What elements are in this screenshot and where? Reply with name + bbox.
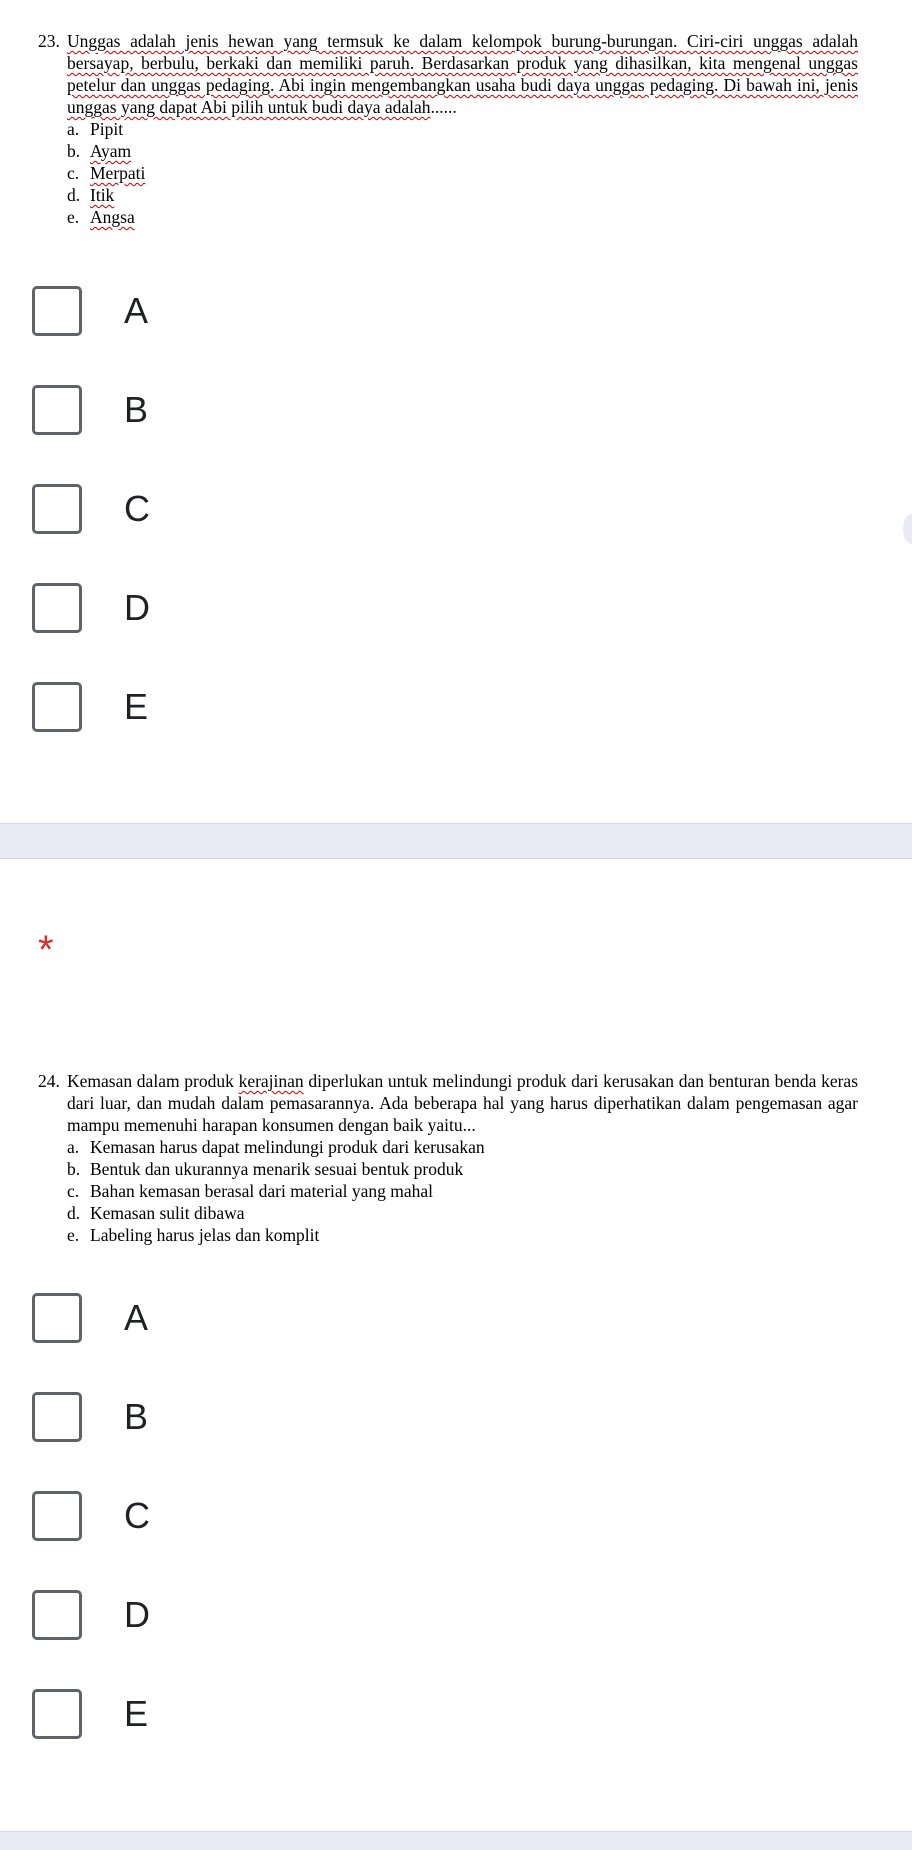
question-24-text [38, 1070, 858, 1246]
choice-label: C [124, 1495, 150, 1536]
question-23-choice-c[interactable] [32, 479, 150, 539]
option-text: Pipit [90, 119, 124, 139]
checkbox[interactable] [32, 1293, 82, 1343]
checkbox[interactable] [32, 1590, 82, 1640]
option-text: Itik [90, 185, 115, 205]
question-24-choice-c[interactable] [32, 1486, 150, 1546]
option-letter: a. [67, 1137, 80, 1157]
question-23-stem-part: Unggas adalah jenis hewan yang termsuk ke dalam kelompok burung-burungan. Ciri-ciri unggas adalah bersayap, berbulu, berkaki dan memiliki paruh. Berdasarkan produk yang dihasilkan, kita mengenal unggas petelur dan unggas pedaging. Abi ingin mengembangkan usaha budi daya unggas pedaging. Di bawah ini, jenis unggas yang dapat Abi pilih untuk budi daya adalah [67, 31, 858, 117]
option-text: Ayam [90, 141, 132, 161]
question-24-stem-part: Kemasan dalam produk [67, 1071, 239, 1091]
question-23-stem-part: ...... [430, 97, 457, 117]
option-text: Bentuk dan ukurannya menarik sesuai bentuk produk [90, 1159, 464, 1179]
checkbox[interactable] [32, 583, 82, 633]
option-text: Angsa [90, 207, 135, 227]
question-24-stem-part: diperlukan untuk melindungi produk dari kerusakan dan benturan benda keras dari luar, dan mudah dalam pemasarannya. Ada beberapa hal yang harus diperhatikan dalam pengemasan agar mampu memenuhi harapan konsumen dengan baik yaitu... [67, 1071, 859, 1135]
question-24-option-d [38, 1202, 858, 1224]
question-24-option-a [38, 1136, 858, 1158]
question-23-option-e [38, 206, 858, 228]
choice-label: E [124, 1693, 149, 1734]
question-24-number: 24. [38, 1071, 60, 1091]
checkbox[interactable] [32, 286, 82, 336]
question-23-option-d [38, 184, 858, 206]
option-letter: e. [67, 1225, 80, 1245]
choice-label: B [124, 1396, 149, 1437]
question-24-body [67, 1070, 858, 1136]
checkbox[interactable] [32, 682, 82, 732]
option-letter: d. [67, 1203, 81, 1223]
option-text: Merpati [90, 163, 146, 183]
question-23-choice-a[interactable] [32, 281, 148, 341]
question-24-option-b [38, 1158, 858, 1180]
option-text: Labeling harus jelas dan komplit [90, 1225, 320, 1245]
choice-label: A [124, 1297, 149, 1338]
question-23-text [38, 30, 858, 228]
scroll-edge-handle [903, 514, 912, 544]
checkbox[interactable] [32, 1392, 82, 1442]
question-23-option-a [38, 118, 858, 140]
question-23-options [38, 118, 858, 228]
option-letter: d. [67, 185, 81, 205]
option-letter: a. [67, 119, 80, 139]
question-23-body [67, 30, 858, 118]
checkbox[interactable] [32, 484, 82, 534]
option-text: Kemasan sulit dibawa [90, 1203, 245, 1223]
question-24-option-e [38, 1224, 858, 1246]
section-divider-bottom [0, 1831, 912, 1850]
checkbox[interactable] [32, 1491, 82, 1541]
checkbox[interactable] [32, 1689, 82, 1739]
section-divider [0, 823, 912, 859]
choice-label: D [124, 1594, 150, 1635]
question-24-options [38, 1136, 858, 1246]
option-letter: b. [67, 1159, 81, 1179]
question-24-choice-d[interactable] [32, 1585, 150, 1645]
question-23-option-b [38, 140, 858, 162]
question-24-option-c [38, 1180, 858, 1202]
question-23-stem [38, 30, 858, 118]
question-23-choice-b[interactable] [32, 380, 148, 440]
option-letter: b. [67, 141, 81, 161]
question-23-choice-e[interactable] [32, 677, 148, 737]
choice-label: B [124, 389, 149, 430]
required-asterisk-icon: * [38, 928, 54, 972]
question-24-choice-b[interactable] [32, 1387, 148, 1447]
choice-label: C [124, 488, 150, 529]
choice-label: D [124, 587, 150, 628]
question-23-number: 23. [38, 31, 60, 51]
choice-label: A [124, 290, 149, 331]
option-text: Bahan kemasan berasal dari material yang mahal [90, 1181, 434, 1201]
checkbox[interactable] [32, 385, 82, 435]
choice-label: E [124, 686, 149, 727]
option-text: Kemasan harus dapat melindungi produk dari kerusakan [90, 1137, 485, 1157]
question-24-stem [38, 1070, 858, 1136]
question-24-choice-a[interactable] [32, 1288, 148, 1348]
option-letter: e. [67, 207, 80, 227]
option-letter: c. [67, 163, 80, 183]
question-23-option-c [38, 162, 858, 184]
question-23-choice-d[interactable] [32, 578, 150, 638]
question-24-choice-e[interactable] [32, 1684, 148, 1744]
question-24-stem-part: kerajinan [238, 1071, 304, 1091]
option-letter: c. [67, 1181, 80, 1201]
